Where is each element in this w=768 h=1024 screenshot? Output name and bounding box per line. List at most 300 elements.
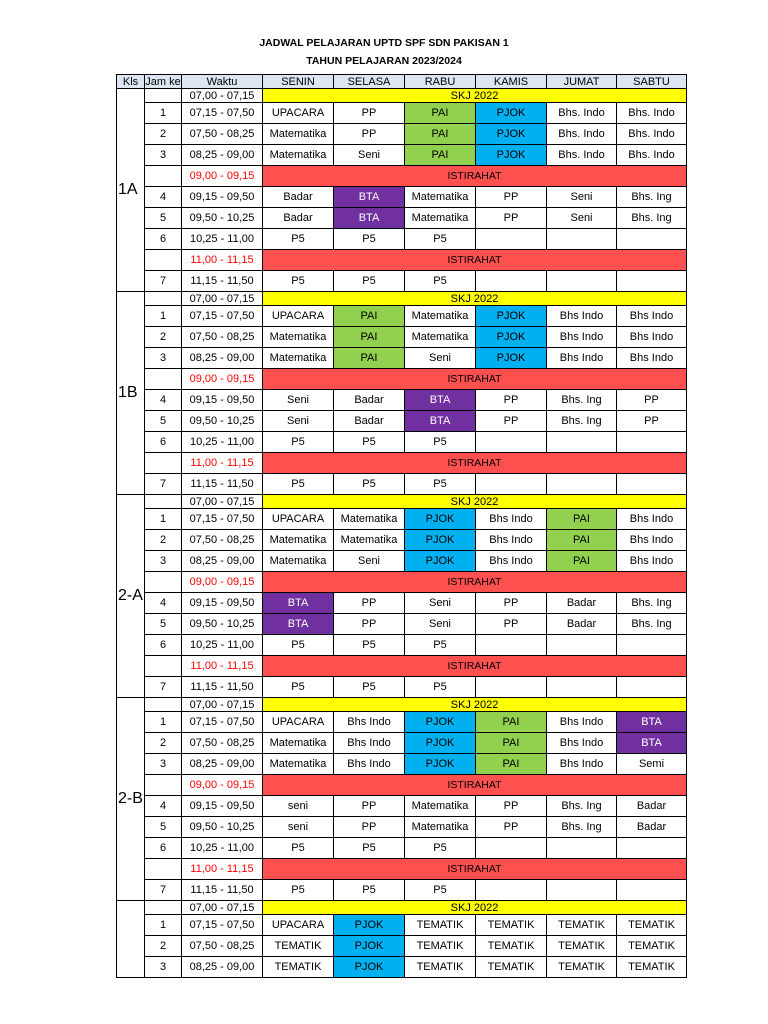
subject-cell: Seni [547,187,617,208]
subject-cell: Badar [334,411,405,432]
time-cell: 11,00 - 11,15 [182,656,263,677]
subject-cell [476,677,547,698]
time-cell: 10,25 - 11,00 [182,432,263,453]
subject-cell: PJOK [476,327,547,348]
time-cell: 07,50 - 08,25 [182,124,263,145]
subject-cell: BTA [263,614,334,635]
subject-cell: PAI [334,348,405,369]
subject-cell: BTA [334,208,405,229]
subject-cell: TEMATIK [617,936,687,957]
time-cell: 07,15 - 07,50 [182,509,263,530]
subject-cell: Seni [334,145,405,166]
time-cell: 07,50 - 08,25 [182,733,263,754]
jam-cell [145,859,182,880]
subject-cell: Seni [405,614,476,635]
skj-banner: SKJ 2022 [263,292,687,306]
subject-cell [476,229,547,250]
jam-cell: 2 [145,530,182,551]
jam-cell: 2 [145,327,182,348]
subject-cell: P5 [405,838,476,859]
jam-cell: 3 [145,551,182,572]
subject-cell [476,838,547,859]
subject-cell: Bhs Indo [476,551,547,572]
subject-cell: PP [476,817,547,838]
jam-cell [145,292,182,306]
istirahat-banner: ISTIRAHAT [263,250,687,271]
subject-cell: PAI [334,306,405,327]
table-row [117,411,687,432]
subject-cell [617,838,687,859]
subject-cell: Bhs. Ing [547,817,617,838]
subject-cell: Badar [547,593,617,614]
time-cell: 07,00 - 07,15 [182,89,263,103]
schedule-table [116,74,687,978]
jam-cell: 7 [145,474,182,495]
time-cell: 07,00 - 07,15 [182,292,263,306]
jam-cell: 2 [145,936,182,957]
header-row [117,75,687,89]
subject-cell: TEMATIK [476,915,547,936]
subject-cell: Badar [547,614,617,635]
class-label: 2-A [117,495,145,698]
table-row [117,796,687,817]
subject-cell: PAI [547,551,617,572]
time-cell: 11,15 - 11,50 [182,677,263,698]
table-row [117,390,687,411]
subject-cell: TEMATIK [405,915,476,936]
table-row [117,474,687,495]
table-row [117,208,687,229]
time-cell: 11,15 - 11,50 [182,880,263,901]
subject-cell: PAI [476,754,547,775]
subject-cell: PP [334,817,405,838]
subject-cell: Bhs. Ing [617,187,687,208]
time-cell: 09,15 - 09,50 [182,593,263,614]
jam-cell: 6 [145,838,182,859]
subject-cell: Bhs. Indo [617,103,687,124]
subject-cell: PAI [547,530,617,551]
subject-cell: Bhs Indo [547,712,617,733]
subject-cell: Bhs. Indo [547,103,617,124]
subject-cell: PAI [405,145,476,166]
time-cell: 11,00 - 11,15 [182,859,263,880]
skj-banner: SKJ 2022 [263,495,687,509]
istirahat-banner: ISTIRAHAT [263,656,687,677]
header-waktu: Waktu [182,75,263,89]
table-row [117,677,687,698]
table-row [117,187,687,208]
subject-cell: Matematika [405,208,476,229]
table-row [117,880,687,901]
subject-cell: Badar [617,796,687,817]
skj-banner: SKJ 2022 [263,89,687,103]
istirahat-banner: ISTIRAHAT [263,859,687,880]
subject-cell: PP [476,593,547,614]
jam-cell: 3 [145,957,182,978]
subject-cell: PJOK [334,915,405,936]
schedule-span-row [117,369,687,390]
subject-cell [476,474,547,495]
header-jam: Jam ke [145,75,181,88]
subject-cell: PJOK [476,103,547,124]
jam-cell: 4 [145,796,182,817]
time-cell: 07,15 - 07,50 [182,915,263,936]
subject-cell [547,635,617,656]
jam-cell: 5 [145,817,182,838]
subject-cell: BTA [263,593,334,614]
subject-cell: Matematika [263,754,334,775]
subject-cell: Seni [547,208,617,229]
subject-cell: Seni [405,593,476,614]
subject-cell: Matematika [263,348,334,369]
jam-cell [145,250,182,271]
subject-cell: PJOK [476,306,547,327]
subject-cell: Seni [263,390,334,411]
time-cell: 08,25 - 09,00 [182,754,263,775]
subject-cell [617,229,687,250]
jam-cell: 1 [145,712,182,733]
subject-cell: P5 [334,271,405,292]
header-sabtu: SABTU [617,75,687,89]
schedule-span-row [117,859,687,880]
subject-cell: PAI [476,712,547,733]
jam-cell: 1 [145,915,182,936]
time-cell: 11,00 - 11,15 [182,250,263,271]
subject-cell [547,229,617,250]
jam-cell [145,369,182,390]
table-row [117,103,687,124]
class-label: 1B [117,292,145,495]
jam-cell [145,89,182,103]
subject-cell [476,880,547,901]
subject-cell: Matematika [263,551,334,572]
subject-cell: P5 [263,271,334,292]
table-row [117,348,687,369]
schedule-span-row [117,292,687,306]
subject-cell: TEMATIK [476,957,547,978]
subject-cell: Bhs Indo [547,754,617,775]
subject-cell: BTA [617,733,687,754]
table-row [117,229,687,250]
jam-cell: 4 [145,390,182,411]
jam-cell [145,698,182,712]
jam-cell [145,775,182,796]
subject-cell: P5 [405,432,476,453]
table-row [117,915,687,936]
time-cell: 09,15 - 09,50 [182,390,263,411]
table-row [117,838,687,859]
subject-cell: Bhs Indo [617,348,687,369]
table-row [117,271,687,292]
jam-cell: 3 [145,348,182,369]
subject-cell: PP [476,187,547,208]
subject-cell: Bhs. Ing [547,411,617,432]
subject-cell: P5 [263,474,334,495]
time-cell: 08,25 - 09,00 [182,551,263,572]
subject-cell: PJOK [476,348,547,369]
subject-cell: Matematika [405,817,476,838]
subject-cell: PAI [405,124,476,145]
schedule-span-row [117,698,687,712]
subject-cell: Bhs Indo [617,306,687,327]
subject-cell: TEMATIK [476,936,547,957]
subject-cell [617,677,687,698]
subject-cell: P5 [405,880,476,901]
schedule-span-row [117,901,687,915]
time-cell: 09,00 - 09,15 [182,775,263,796]
subject-cell: Matematika [334,509,405,530]
subject-cell: TEMATIK [405,957,476,978]
subject-cell: Matematika [263,327,334,348]
subject-cell: P5 [334,432,405,453]
subject-cell: BTA [405,390,476,411]
header-kamis: KAMIS [476,75,547,89]
subject-cell: Matematika [334,530,405,551]
subject-cell: Matematika [263,733,334,754]
subject-cell: seni [263,796,334,817]
time-cell: 07,15 - 07,50 [182,712,263,733]
subject-cell: Bhs. Ing [547,390,617,411]
subject-cell [547,271,617,292]
subject-cell [547,838,617,859]
jam-cell: 7 [145,271,182,292]
subject-cell [476,432,547,453]
time-cell: 10,25 - 11,00 [182,635,263,656]
subject-cell: PJOK [405,712,476,733]
time-cell: 08,25 - 09,00 [182,145,263,166]
class-label [117,901,145,978]
subject-cell [617,474,687,495]
subject-cell: Matematika [405,187,476,208]
subject-cell: P5 [263,677,334,698]
subject-cell: PP [476,208,547,229]
subject-cell: TEMATIK [405,936,476,957]
subject-cell: P5 [263,880,334,901]
subject-cell: Matematika [405,327,476,348]
table-row [117,551,687,572]
schedule-span-row [117,89,687,103]
header-kls: Kls [117,75,145,89]
subject-cell: TEMATIK [263,936,334,957]
table-row [117,593,687,614]
jam-cell [145,453,182,474]
istirahat-banner: ISTIRAHAT [263,369,687,390]
subject-cell: Bhs. Indo [547,145,617,166]
subject-cell: P5 [405,635,476,656]
table-row [117,957,687,978]
time-cell: 09,00 - 09,15 [182,572,263,593]
subject-cell: Bhs. Ing [547,796,617,817]
subject-cell: Seni [405,348,476,369]
subject-cell: Bhs Indo [476,530,547,551]
subject-cell: UPACARA [263,915,334,936]
time-cell: 10,25 - 11,00 [182,838,263,859]
subject-cell [617,432,687,453]
jam-cell: 1 [145,103,182,124]
subject-cell: PAI [334,327,405,348]
subject-cell: Matematika [263,124,334,145]
subject-cell: PJOK [405,754,476,775]
schedule-span-row [117,250,687,271]
schedule-body [117,89,687,978]
time-cell: 07,50 - 08,25 [182,530,263,551]
istirahat-banner: ISTIRAHAT [263,453,687,474]
jam-cell: 7 [145,677,182,698]
subject-cell: Badar [263,208,334,229]
time-cell: 09,15 - 09,50 [182,796,263,817]
subject-cell: PP [617,411,687,432]
subject-cell [617,635,687,656]
header-senin: SENIN [263,75,334,89]
table-row [117,327,687,348]
subject-cell: Semi [617,754,687,775]
time-cell: 11,00 - 11,15 [182,453,263,474]
time-cell: 07,00 - 07,15 [182,495,263,509]
time-cell: 07,00 - 07,15 [182,698,263,712]
skj-banner: SKJ 2022 [263,698,687,712]
subject-cell: Badar [263,187,334,208]
subject-cell: PJOK [334,957,405,978]
time-cell: 11,15 - 11,50 [182,271,263,292]
istirahat-banner: ISTIRAHAT [263,166,687,187]
table-row [117,306,687,327]
subject-cell: P5 [405,677,476,698]
time-cell: 09,50 - 10,25 [182,411,263,432]
schedule-span-row [117,453,687,474]
jam-cell: 1 [145,509,182,530]
subject-cell: BTA [334,187,405,208]
time-cell: 10,25 - 11,00 [182,229,263,250]
jam-cell: 6 [145,635,182,656]
subject-cell: Bhs Indo [547,306,617,327]
jam-cell [145,901,182,915]
table-row [117,754,687,775]
jam-cell: 2 [145,124,182,145]
schedule-span-row [117,495,687,509]
subject-cell: PJOK [405,551,476,572]
subject-cell: P5 [334,838,405,859]
subject-cell: PAI [405,103,476,124]
subject-cell: PJOK [476,124,547,145]
schedule-span-row [117,572,687,593]
subject-cell: Bhs Indo [617,530,687,551]
time-cell: 09,50 - 10,25 [182,614,263,635]
subject-cell: Bhs Indo [334,754,405,775]
table-row [117,635,687,656]
jam-cell: 5 [145,208,182,229]
subject-cell: PJOK [405,509,476,530]
time-cell: 07,15 - 07,50 [182,306,263,327]
jam-cell: 6 [145,432,182,453]
jam-cell: 7 [145,880,182,901]
header-rabu: RABU [405,75,476,89]
jam-cell: 2 [145,733,182,754]
subject-cell: TEMATIK [617,915,687,936]
jam-cell: 3 [145,754,182,775]
subject-cell: PJOK [405,733,476,754]
table-row [117,530,687,551]
jam-cell [145,495,182,509]
subject-cell: Bhs. Ing [617,614,687,635]
subject-cell: P5 [334,880,405,901]
subject-cell: TEMATIK [617,957,687,978]
subject-cell: PP [334,614,405,635]
subject-cell: PJOK [405,530,476,551]
subject-cell: Bhs. Indo [547,124,617,145]
subject-cell: PP [476,614,547,635]
jam-cell [145,572,182,593]
subject-cell: UPACARA [263,306,334,327]
schedule-span-row [117,775,687,796]
subject-cell: Matematika [263,145,334,166]
subject-cell: Bhs. Indo [617,145,687,166]
subject-cell: PP [334,124,405,145]
subject-cell: Bhs. Indo [617,124,687,145]
subject-cell: P5 [334,474,405,495]
subject-cell: P5 [405,271,476,292]
table-row [117,712,687,733]
subject-cell: PJOK [476,145,547,166]
subject-cell: Badar [334,390,405,411]
subject-cell: PJOK [334,936,405,957]
subject-cell: Bhs Indo [334,712,405,733]
table-row [117,614,687,635]
schedule-span-row [117,656,687,677]
subject-cell: Bhs Indo [617,509,687,530]
time-cell: 09,00 - 09,15 [182,369,263,390]
subject-cell: Bhs Indo [547,348,617,369]
time-cell: 07,00 - 07,15 [182,901,263,915]
subject-cell: PP [617,390,687,411]
subject-cell: P5 [263,838,334,859]
subject-cell: Seni [334,551,405,572]
time-cell: 09,15 - 09,50 [182,187,263,208]
subject-cell: PP [476,411,547,432]
jam-cell: 1 [145,306,182,327]
time-cell: 09,00 - 09,15 [182,166,263,187]
subject-cell: PAI [547,509,617,530]
jam-cell: 4 [145,593,182,614]
subject-cell: Bhs Indo [476,509,547,530]
subject-cell: Bhs Indo [617,327,687,348]
time-cell: 07,15 - 07,50 [182,103,263,124]
subject-cell: P5 [334,635,405,656]
time-cell: 09,50 - 10,25 [182,817,263,838]
subject-cell: P5 [263,635,334,656]
subject-cell: PP [476,796,547,817]
header-selasa: SELASA [334,75,405,89]
subject-cell: PAI [476,733,547,754]
subject-cell: P5 [334,677,405,698]
table-row [117,432,687,453]
subject-cell: P5 [263,229,334,250]
subject-cell: PP [334,593,405,614]
subject-cell: seni [263,817,334,838]
subject-cell: TEMATIK [547,936,617,957]
subject-cell: BTA [617,712,687,733]
subject-cell [617,271,687,292]
schedule-span-row [117,166,687,187]
time-cell: 07,50 - 08,25 [182,936,263,957]
subject-cell: TEMATIK [263,957,334,978]
subject-cell: UPACARA [263,509,334,530]
school-year-title: TAHUN PELAJARAN 2023/2024 [306,55,462,67]
time-cell: 07,50 - 08,25 [182,327,263,348]
jam-cell: 5 [145,614,182,635]
subject-cell [476,635,547,656]
subject-cell: Bhs. Ing [617,208,687,229]
subject-cell: Seni [263,411,334,432]
